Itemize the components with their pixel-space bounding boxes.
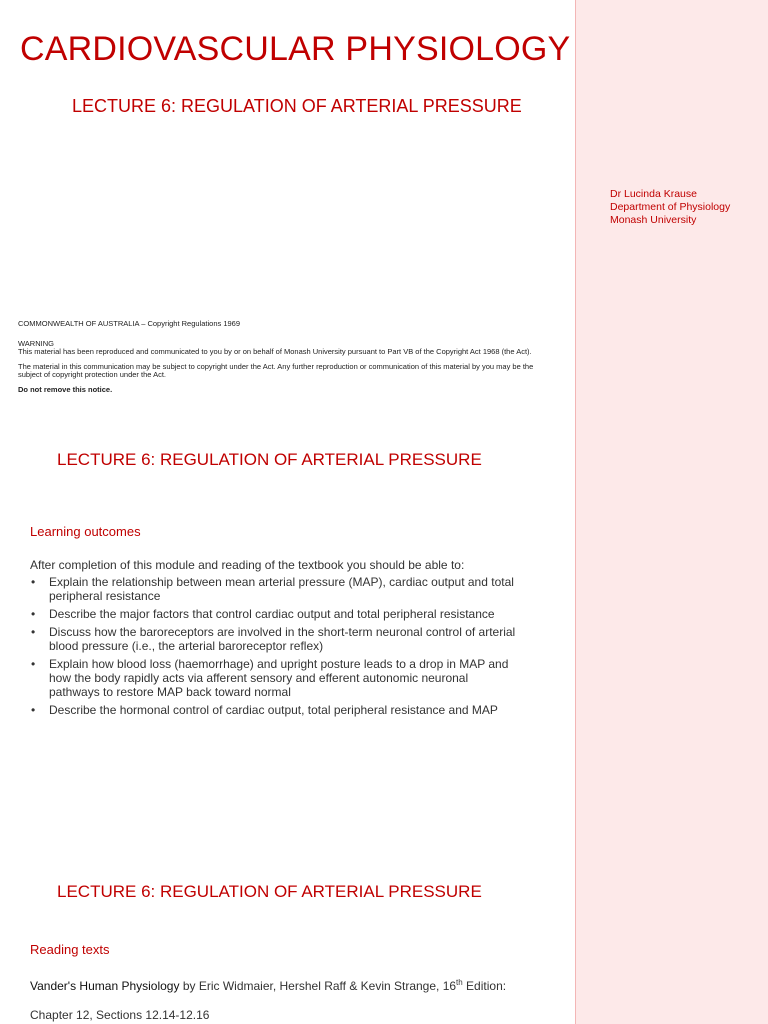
- lecture-subtitle: LECTURE 6: REGULATION OF ARTERIAL PRESSURE: [72, 96, 522, 116]
- chapter-reference: Chapter 12, Sections 12.14-12.16: [30, 1008, 210, 1022]
- bullet-icon: •: [31, 625, 36, 639]
- side-panel: [575, 866, 768, 1024]
- warning-text: This material has been reproduced and communicated to you by or on behalf of Monash University pursuant to Part VB of the Copyright Act 1968 (the Act).: [18, 347, 532, 356]
- author-block: [610, 188, 730, 227]
- book-authors: by Eric Widmaier, Hershel Raff & Kevin Strange, 16: [179, 979, 457, 993]
- author-department: Department of Physiology: [610, 201, 731, 213]
- bullet-icon: •: [31, 657, 36, 671]
- section-heading: Learning outcomes: [30, 524, 141, 539]
- reading-texts-slide: [0, 866, 768, 1024]
- title-slide: [0, 0, 768, 433]
- author-university: Monash University: [610, 214, 697, 226]
- copyright-statement: The material in this communication may be subject to copyright under the Act. Any further reproduction or communication of this material by you may be the subject of copyright protection under the Act.: [18, 361, 534, 379]
- section-heading: Reading texts: [30, 942, 110, 957]
- list-item: • Explain how blood loss (haemorrhage) and upright posture leads to a drop in MAP and how the body rapidly acts via afferent sensory and efferent autonomic neuronal pathways to restore MAP back toward normal: [31, 657, 509, 699]
- copyright-line: COMMONWEALTH OF AUSTRALIA – Copyright Regulations 1969: [18, 319, 241, 328]
- learning-outcomes-slide: [0, 433, 768, 866]
- intro-text: After completion of this module and reading of the textbook you should be able to:: [30, 558, 465, 572]
- list-item: • Explain the relationship between mean arterial pressure (MAP), cardiac output and total peripheral resistance: [31, 575, 514, 603]
- lecture-heading: LECTURE 6: REGULATION OF ARTERIAL PRESSURE: [57, 882, 482, 901]
- side-panel: [575, 433, 768, 866]
- bullet-icon: •: [31, 607, 36, 621]
- bullet-icon: •: [31, 575, 36, 589]
- author-name: Dr Lucinda Krause: [610, 188, 697, 200]
- list-item: • Discuss how the baroreceptors are involved in the short-term neuronal control of arterial blood pressure (i.e., the arterial baroreceptor reflex): [31, 625, 516, 653]
- textbook-reference: [30, 978, 506, 993]
- edition-superscript: th: [456, 978, 463, 987]
- list-item: • Describe the hormonal control of cardiac output, total peripheral resistance and MAP: [31, 703, 498, 717]
- bullet-icon: •: [31, 703, 36, 717]
- book-title: Vander's Human Physiology: [30, 979, 180, 993]
- outcomes-list: [30, 575, 520, 721]
- warning-heading: WARNING: [18, 338, 54, 348]
- course-title: CARDIOVASCULAR PHYSIOLOGY: [20, 30, 571, 68]
- list-item: • Describe the major factors that control cardiac output and total peripheral resistance: [31, 607, 495, 621]
- do-not-remove: Do not remove this notice.: [18, 384, 113, 394]
- copyright-notice: [18, 320, 558, 400]
- edition-suffix: Edition:: [462, 979, 507, 993]
- lecture-heading: LECTURE 6: REGULATION OF ARTERIAL PRESSURE: [57, 450, 482, 469]
